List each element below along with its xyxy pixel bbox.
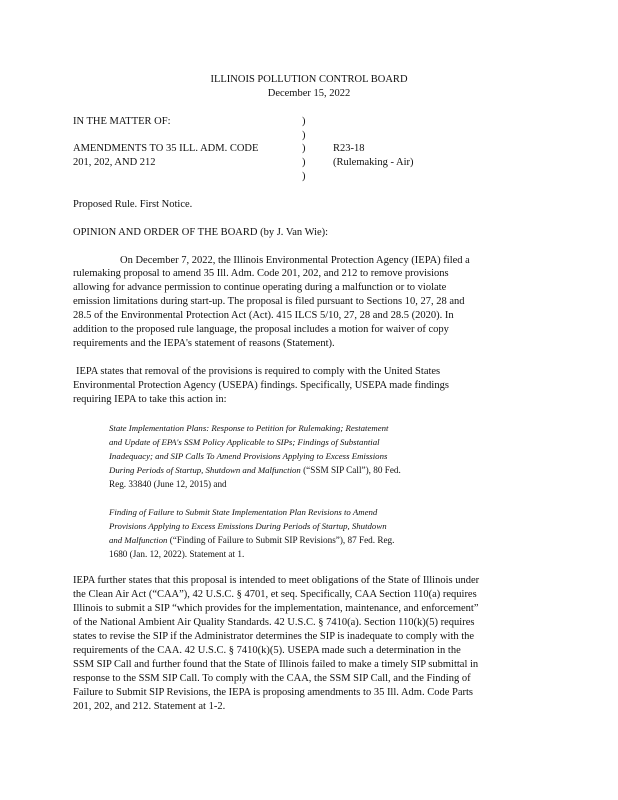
para3-line: 201, 202, and 212. Statement at 1-2. [73, 701, 226, 712]
caption-paren: ) [302, 116, 306, 127]
para3-line: Illinois to submit a SIP “which provides for the implementation, maintenance, and enforcement” [73, 603, 479, 614]
in-the-matter: IN THE MATTER OF: [73, 116, 171, 127]
citation-2-line: Finding of Failure to Submit State Implementation Plan Revisions to Amend [109, 507, 378, 517]
caption-paren: ) [302, 171, 306, 182]
para3-line: the Clean Air Act (“CAA”), 42 U.S.C. § 4701, et seq. Specifically, CAA Section 110(a) requires [73, 589, 477, 600]
para1-line: allowing for advance permission to continue operating during a malfunction or to violate [73, 282, 447, 293]
caption-title-line-2: 201, 202, AND 212 [73, 157, 156, 168]
caption-paren: ) [302, 130, 306, 141]
para3-line: states to revise the SIP if the Administrator determines the SIP is inadequate to comply with the [73, 631, 475, 642]
para2-line: IEPA states that removal of the provisions is required to comply with the United States [76, 366, 441, 377]
rulemaking-type: (Rulemaking - Air) [333, 157, 414, 168]
citation-2-line: Provisions Applying to Excess Emissions During Periods of Startup, Shutdown [109, 521, 387, 531]
citation-1-line: Reg. 33840 (June 12, 2015) and [109, 479, 227, 489]
para3-line: Failure to Submit SIP Revisions, the IEPA is proposing amendments to 35 Ill. Adm. Code Parts [73, 687, 473, 698]
opinion-heading: OPINION AND ORDER OF THE BOARD (by J. Van Wie): [73, 227, 329, 238]
caption-paren: ) [302, 143, 306, 154]
citation-1-line: and Update of EPA's SSM Policy Applicable to SIPs; Findings of Substantial [109, 437, 380, 447]
citation-1-line: State Implementation Plans: Response to Petition for Rulemaking; Restatement [109, 423, 389, 433]
citation-1-plain: (“SSM SIP Call”), 80 Fed. [303, 465, 401, 475]
para1-line: rulemaking proposal to amend 35 Ill. Adm. Code 201, 202, and 212 to remove provisions [73, 268, 449, 279]
opinion-date: December 15, 2022 [267, 88, 351, 99]
para3-line: requirements of the CAA. 42 U.S.C. § 7410(k)(5). USEPA made such a determination in the [73, 645, 461, 656]
citation-2-line [109, 534, 394, 546]
para1-line: On December 7, 2022, the Illinois Environmental Protection Agency (IEPA) filed a [120, 255, 470, 266]
para3-line: IEPA further states that this proposal is intended to meet obligations of the State of Illinois under [73, 575, 480, 586]
citation-1-italic: During Periods of Startup, Shutdown and Malfunction [109, 465, 301, 475]
para1-line: emission limitations during start-up. The proposal is filed pursuant to Sections 10, 27, 28 and [73, 296, 465, 307]
citation-2-italic: and Malfunction [109, 535, 168, 545]
citation-1-line: Inadequacy; and SIP Calls To Amend Provisions Applying to Excess Emissions [109, 451, 388, 461]
para2-line: requiring IEPA to take this action in: [73, 394, 227, 405]
caption-title-line-1: AMENDMENTS TO 35 ILL. ADM. CODE [73, 143, 259, 154]
para1-line: addition to the proposed rule language, the proposal includes a motion for waiver of copy [73, 324, 449, 335]
para3-line: SSM SIP Call and further found that the State of Illinois failed to make a timely SIP submittal in [73, 659, 479, 670]
para1-line: 28.5 of the Environmental Protection Act (Act). 415 ILCS 5/10, 27, 28 and 28.5 (2020). In [73, 310, 454, 321]
citation-1-line [109, 464, 401, 476]
citation-2-plain: (“Finding of Failure to Submit SIP Revisions”), 87 Fed. Reg. [169, 535, 395, 545]
citation-2-line: 1680 (Jan. 12, 2022). Statement at 1. [109, 549, 245, 559]
caption-paren: ) [302, 157, 306, 168]
para3-line: response to the SSM SIP Call. To comply with the CAA, the SSM SIP Call, and the Finding of [73, 673, 471, 684]
para3-line: of the National Ambient Air Quality Standards. 42 U.S.C. § 7410(a). Section 110(k)(5) requires [73, 617, 475, 628]
para2-line: Environmental Protection Agency (USEPA) findings. Specifically, USEPA made findings [73, 380, 449, 391]
notice-line: Proposed Rule. First Notice. [73, 199, 193, 210]
board-name: ILLINOIS POLLUTION CONTROL BOARD [210, 74, 408, 85]
docket-number: R23-18 [333, 143, 365, 154]
para1-line: requirements and the IEPA's statement of reasons (Statement). [73, 338, 335, 349]
